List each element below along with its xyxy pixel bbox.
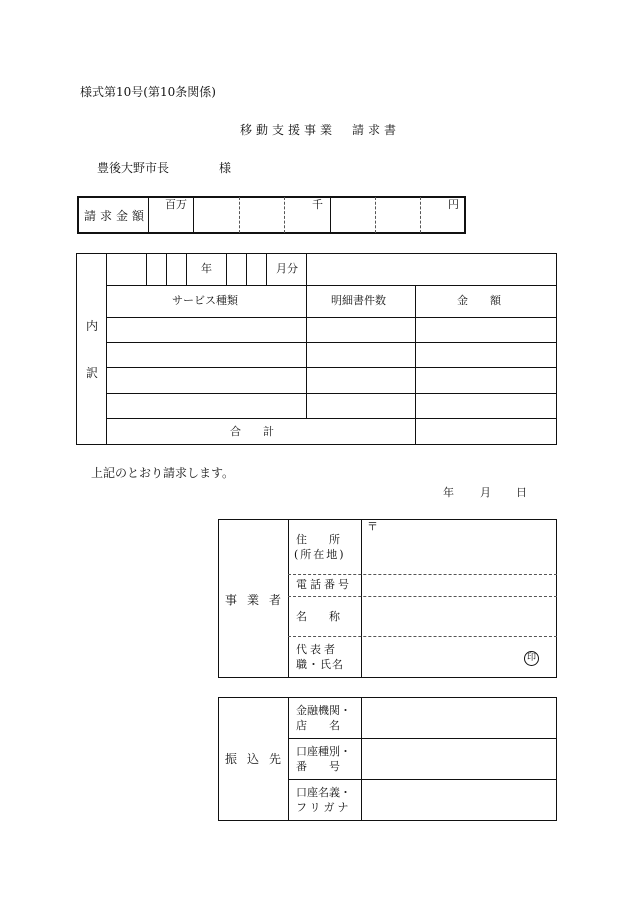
date-year: 年: [443, 486, 454, 499]
breakdown-side-divider: [106, 253, 107, 445]
service-type-input[interactable]: [108, 396, 308, 418]
count-input[interactable]: [308, 320, 417, 342]
total-label: 合 計: [230, 425, 274, 438]
address-input[interactable]: [380, 524, 558, 572]
business-group-label: 事業者: [225, 593, 292, 607]
col-statement-count: 明細書件数: [331, 294, 386, 307]
phone-input[interactable]: [363, 576, 559, 596]
address-label-sub: (所在地): [294, 548, 346, 561]
account-type-label-sub: 番 号: [296, 760, 340, 773]
account-name-label: 口座名義・: [296, 786, 351, 799]
row-divider: [106, 317, 557, 318]
bank-label: 金融機関・: [296, 704, 351, 717]
name-input[interactable]: [363, 600, 559, 634]
row-divider: [106, 418, 557, 419]
amount-input[interactable]: [417, 345, 559, 367]
date-day: 日: [516, 486, 527, 499]
name-label: 名 称: [296, 610, 340, 623]
ym-cell-divider: [306, 253, 307, 285]
claim-divider: [148, 197, 149, 233]
row-divider: [106, 393, 557, 394]
account-name-input[interactable]: [363, 782, 559, 820]
ym-cell-divider: [226, 253, 227, 285]
unit-yen: 円: [448, 198, 459, 211]
breakdown-side-label-2: 訳: [86, 366, 99, 380]
amount-input[interactable]: [417, 396, 559, 418]
row-divider-dashed: [288, 636, 557, 637]
ym-cell-divider: [166, 253, 167, 285]
service-type-input[interactable]: [108, 345, 308, 367]
business-divider: [361, 519, 362, 678]
ym-cell-divider: [186, 253, 187, 285]
count-input[interactable]: [308, 370, 417, 392]
month-label: 月分: [276, 262, 298, 275]
bank-input[interactable]: [363, 700, 559, 737]
statement-text: 上記のとおり請求します。: [91, 466, 235, 480]
row-divider-dashed: [288, 596, 557, 597]
bank-label-sub: 店 名: [296, 719, 340, 732]
form-number: 様式第10号(第10条関係): [80, 85, 216, 99]
breakdown-side-label-1: 内: [86, 319, 99, 333]
row-divider: [106, 285, 557, 286]
page-title: 移動支援事業 請求書: [240, 123, 401, 137]
addressee: 豊後大野市長: [97, 161, 170, 175]
count-input[interactable]: [308, 396, 417, 418]
amount-input[interactable]: [417, 370, 559, 392]
service-type-input[interactable]: [108, 320, 308, 342]
ym-cell-divider: [266, 253, 267, 285]
transfer-divider: [361, 697, 362, 821]
account-number-input[interactable]: [363, 741, 559, 778]
col-amount: 金 額: [457, 294, 501, 307]
seal-mark: 印: [524, 651, 539, 666]
row-divider: [106, 367, 557, 368]
row-divider: [288, 738, 557, 739]
row-divider: [288, 779, 557, 780]
representative-label-sub: 職・氏名: [296, 658, 344, 671]
addressee-suffix: 様: [219, 161, 232, 175]
ym-cell-divider: [146, 253, 147, 285]
account-name-label-sub: フリガナ: [296, 801, 352, 814]
col-service-type: サービス種類: [172, 294, 238, 307]
representative-input[interactable]: [363, 640, 523, 676]
ym-cell-divider: [246, 253, 247, 285]
account-type-label: 口座種別・: [296, 745, 351, 758]
unit-thousand: 千: [312, 198, 323, 211]
row-divider: [106, 342, 557, 343]
representative-label: 代表者: [296, 643, 338, 656]
transfer-group-label: 振込先: [225, 752, 292, 766]
row-divider-dashed: [288, 574, 557, 575]
address-label: 住 所: [296, 533, 340, 546]
unit-million: 百万: [165, 198, 187, 211]
claim-amount-label: 請求金額: [84, 209, 149, 223]
phone-label: 電話番号: [296, 578, 352, 591]
count-input[interactable]: [308, 345, 417, 367]
total-amount-input[interactable]: [417, 421, 559, 445]
date-month: 月: [480, 486, 491, 499]
year-label: 年: [201, 262, 212, 275]
amount-input[interactable]: [417, 320, 559, 342]
service-type-input[interactable]: [108, 370, 308, 392]
claim-amount-input[interactable]: [150, 212, 468, 232]
postal-mark: 〒: [367, 520, 378, 533]
